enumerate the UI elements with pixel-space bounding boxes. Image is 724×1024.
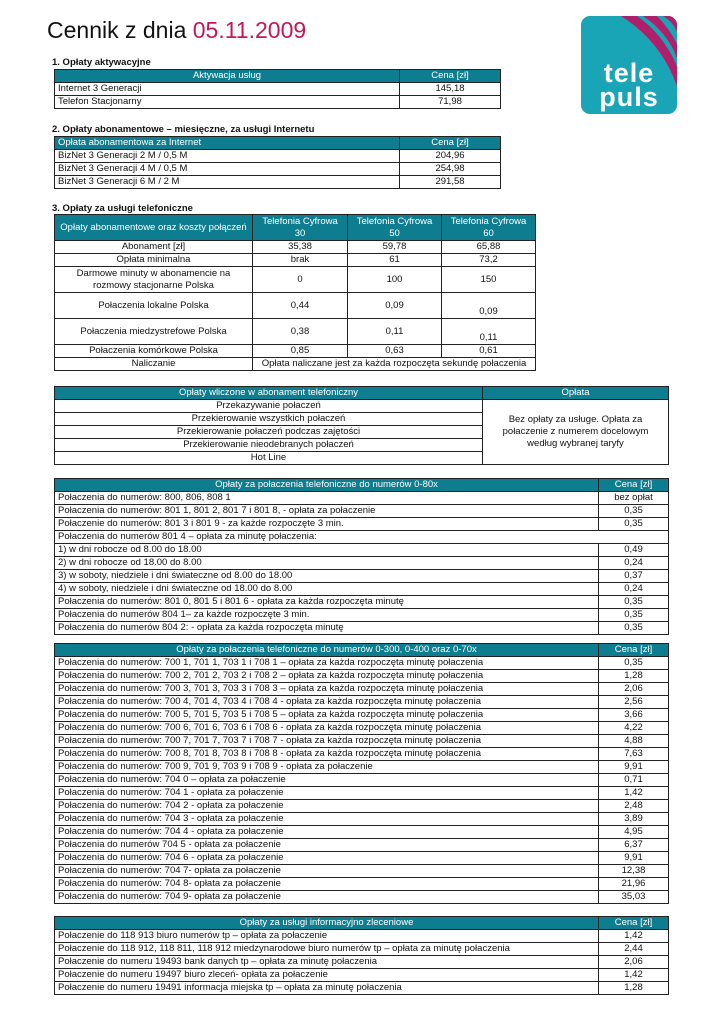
table-row: Połaczenia do numerów: 704 6 - opłata za połaczenie 9,91 xyxy=(55,852,669,865)
table-row: Przekierowanie nieodebranych połaczeń xyxy=(55,439,669,452)
col-header: Telefonia Cyfrowa 30 xyxy=(253,215,348,241)
table-row: Połaczenia do numerów: 704 1 - opłata za połaczenie 1,42 xyxy=(55,787,669,800)
table-row: Połaczenie do numeru 19491 informacja miejska tp – opłata za minutę połaczenia 1,28 xyxy=(55,982,669,995)
table-row: 2) w dni robocze od 18.00 do 8.00 0,24 xyxy=(55,557,669,570)
table-row: Połaczenie do 118 913 biuro numerów tp – opłata za połaczenie 1,42 xyxy=(55,930,669,943)
fee-note: Bez opłaty za usługe. Opłata za połaczenie z numerem docelowym według wybranej taryfy xyxy=(483,400,669,465)
col-header: Opłaty za usługi informacyjno zleceniowe xyxy=(55,917,599,930)
sec3-heading: 3. Opłaty za usługi telefoniczne xyxy=(52,203,193,214)
table-row: 3) w soboty, niedziele i dni świateczne od 8.00 do 18.00 0,37 xyxy=(55,570,669,583)
sec4-table xyxy=(54,386,669,465)
table-row: Przekierowanie połaczeń podczas zajętości xyxy=(55,426,669,439)
sec1-table xyxy=(54,69,501,109)
table-row: Połaczenia do numerów: 704 0 – opłata za połaczenie 0,71 xyxy=(55,774,669,787)
col-header: Cena [zł] xyxy=(599,644,669,657)
table-row: Połaczenia do numerów: 700 9, 701 9, 703 9 i 708 9 - opłata za połaczenie 9,91 xyxy=(55,761,669,774)
sec2-table xyxy=(54,136,501,189)
col-header: Cena [zł] xyxy=(400,137,501,150)
table-row: Połaczenia lokalne Polska 0,44 0,09 0,09 xyxy=(55,293,536,319)
table-row: Połaczenia do numerów 704 5 - opłata za połaczenie 6,37 xyxy=(55,839,669,852)
table-row: Opłata minimalna brak 61 73,2 xyxy=(55,254,536,267)
table-row: Połaczenie do numeru 19497 biuro zleceń- opłata za połaczenie 1,42 xyxy=(55,969,669,982)
table-row: Połaczenia do numerów: 704 7- opłata za połaczenie 12,38 xyxy=(55,865,669,878)
table-row: Połaczenia do numerów: 704 3 - opłata za połaczenie 3,89 xyxy=(55,813,669,826)
table-row: Połaczenia do numerów: 700 7, 701 7, 703 7 i 708 7 - opłata za każda rozpoczęta minutę połaczenia 4,88 xyxy=(55,735,669,748)
table-row: Internet 3 Generacji 145,18 xyxy=(55,83,501,96)
col-header: Opłaty wliczone w abonament telefoniczny xyxy=(55,387,483,400)
table-row: Połaczenia do numerów: 700 5, 701 5, 703 5 i 708 5 – opłata za każda rozpoczęta minutę połaczenia 3,66 xyxy=(55,709,669,722)
table-row: Połaczenie do numerów: 801 3 i 801 9 - za każde rozpoczęte 3 min. 0,35 xyxy=(55,518,669,531)
table-row: Połaczenia do numerów: 700 4, 701 4, 703 4 i 708 4 - opłata za każda rozpoczęta minutę połaczenia 2,56 xyxy=(55,696,669,709)
table-row: Hot Line xyxy=(55,452,669,465)
table-row: Przekierowanie wszystkich połaczeń xyxy=(55,413,669,426)
table-row: Darmowe minuty w abonamencie na rozmowy stacjonarne Polska 0 100 150 xyxy=(55,267,536,293)
table-row: Połaczenia do numerów: 704 2 - opłata za połaczenie 2,48 xyxy=(55,800,669,813)
title-prefix: Cennik z dnia xyxy=(47,17,187,43)
col-header: Opłata abonamentowa za Internet xyxy=(55,137,400,150)
table-row: Połaczenia komórkowe Polska 0,85 0,63 0,61 xyxy=(55,345,536,358)
col-header: Telefonia Cyfrowa 50 xyxy=(348,215,442,241)
sec3-table xyxy=(54,214,536,371)
sec5-table xyxy=(54,478,669,635)
table-row: 1) w dni robocze od 8.00 do 18.00 0,49 xyxy=(55,544,669,557)
telepuls-logo xyxy=(581,16,677,114)
table-row: Połaczenia do numerów 804 1– za każde rozpoczęte 3 min. 0,35 xyxy=(55,609,669,622)
table-row: Połaczenia do numerów: 700 3, 701 3, 703 3 i 708 3 – opłata za każda rozpoczęta minutę połaczenia 2,06 xyxy=(55,683,669,696)
table-row: Połaczenia do numerów: 700 8, 701 8, 703 8 i 708 8 - opłata za każda rozpoczęta minutę połaczenia 7,63 xyxy=(55,748,669,761)
table-row: Połaczenia do numerów 801 4 – opłata za minutę połaczenia: xyxy=(55,531,669,544)
title-date: 05.11.2009 xyxy=(192,17,307,43)
table-row: BizNet 3 Generacji 6 M / 2 M 291,58 xyxy=(55,176,501,189)
table-row: Połaczenia do numerów: 800, 806, 808 1 bez opłat xyxy=(55,492,669,505)
col-header: Opłaty za połaczenia telefoniczne do numerów 0-80x xyxy=(55,479,599,492)
sec1-heading: 1. Opłaty aktywacyjne xyxy=(52,57,151,68)
sec2-heading: 2. Opłaty abonamentowe – miesięczne, za usługi Internetu xyxy=(52,124,315,135)
table-row: Połaczenie do 118 912, 118 811, 118 912 miedzynarodowe biuro numerów tp – opłata za minutę połaczenia 2,44 xyxy=(55,943,669,956)
table-row: Połaczenia do numerów: 704 8- opłata za połaczenie 21,96 xyxy=(55,878,669,891)
table-row: Połaczenie do numeru 19493 bank danych tp – opłata za minutę połaczenia 2,06 xyxy=(55,956,669,969)
table-row: Połaczenia do numerów: 700 6, 701 6, 703 6 i 708 6 - opłata za każda rozpoczęta minutę połaczenia 4,22 xyxy=(55,722,669,735)
col-header: Opłaty za połaczenia telefoniczne do numerów 0-300, 0-400 oraz 0-70x xyxy=(55,644,599,657)
table-row: Połaczenia do numerów: 801 1, 801 2, 801 7 i 801 8, - opłata za połaczenie 0,35 xyxy=(55,505,669,518)
col-header: Telefonia Cyfrowa 60 xyxy=(442,215,536,241)
col-header: Cena [zł] xyxy=(599,479,669,492)
table-row: Połaczenia miedzystrefowe Polska 0,38 0,11 0,11 xyxy=(55,319,536,345)
col-header: Opłaty abonamentowe oraz koszty połączeń xyxy=(55,215,253,241)
table-row: Połaczenia do numerów: 704 9- opłata za połaczenie 35,03 xyxy=(55,891,669,904)
page-title xyxy=(47,15,306,45)
sec6-table xyxy=(54,643,669,904)
table-row: Połaczenia do numerów: 704 4 - opłata za połaczenie 4,95 xyxy=(55,826,669,839)
col-header: Cena [zł] xyxy=(599,917,669,930)
col-header: Aktywacja usług xyxy=(55,70,400,83)
col-header: Opłata xyxy=(483,387,669,400)
table-row: Naliczanie Opłata naliczane jest za każda rozpoczęta sekundę połaczenia xyxy=(55,358,536,371)
sec7-table xyxy=(54,916,669,995)
table-row: BizNet 3 Generacji 2 M / 0,5 M 204,96 xyxy=(55,150,501,163)
logo-line1: tele xyxy=(603,58,655,88)
table-row: Połaczenia do numerów: 700 2, 701 2, 703 2 i 708 2 – opłata za każda rozpoczęta minutę połaczenia 1,28 xyxy=(55,670,669,683)
table-row: Połaczenia do numerów: 801 0, 801 5 i 801 6 - opłata za każda rozpoczęta minutę 0,35 xyxy=(55,596,669,609)
logo-line2: puls xyxy=(599,82,659,112)
table-row: 4) w soboty, niedziele i dni świateczne od 18.00 do 8.00 0,24 xyxy=(55,583,669,596)
table-row: Przekazywanie połaczeń Bez opłaty za usługe. Opłata za połaczenie z numerem docelowym według wybranej taryfy xyxy=(55,400,669,413)
table-row: BizNet 3 Generacji 4 M / 0,5 M 254,98 xyxy=(55,163,501,176)
table-row: Połaczenia do numerów 804 2: - opłata za każda rozpoczęta minutę 0,35 xyxy=(55,622,669,635)
table-row: Połaczenia do numerów: 700 1, 701 1, 703 1 i 708 1 – opłata za każda rozpoczęta minutę połaczenia 0,35 xyxy=(55,657,669,670)
col-header: Cena [zł] xyxy=(400,70,501,83)
table-row: Abonament [zł] 35,38 59,78 65,88 xyxy=(55,241,536,254)
table-row: Telefon Stacjonarny 71,98 xyxy=(55,96,501,109)
